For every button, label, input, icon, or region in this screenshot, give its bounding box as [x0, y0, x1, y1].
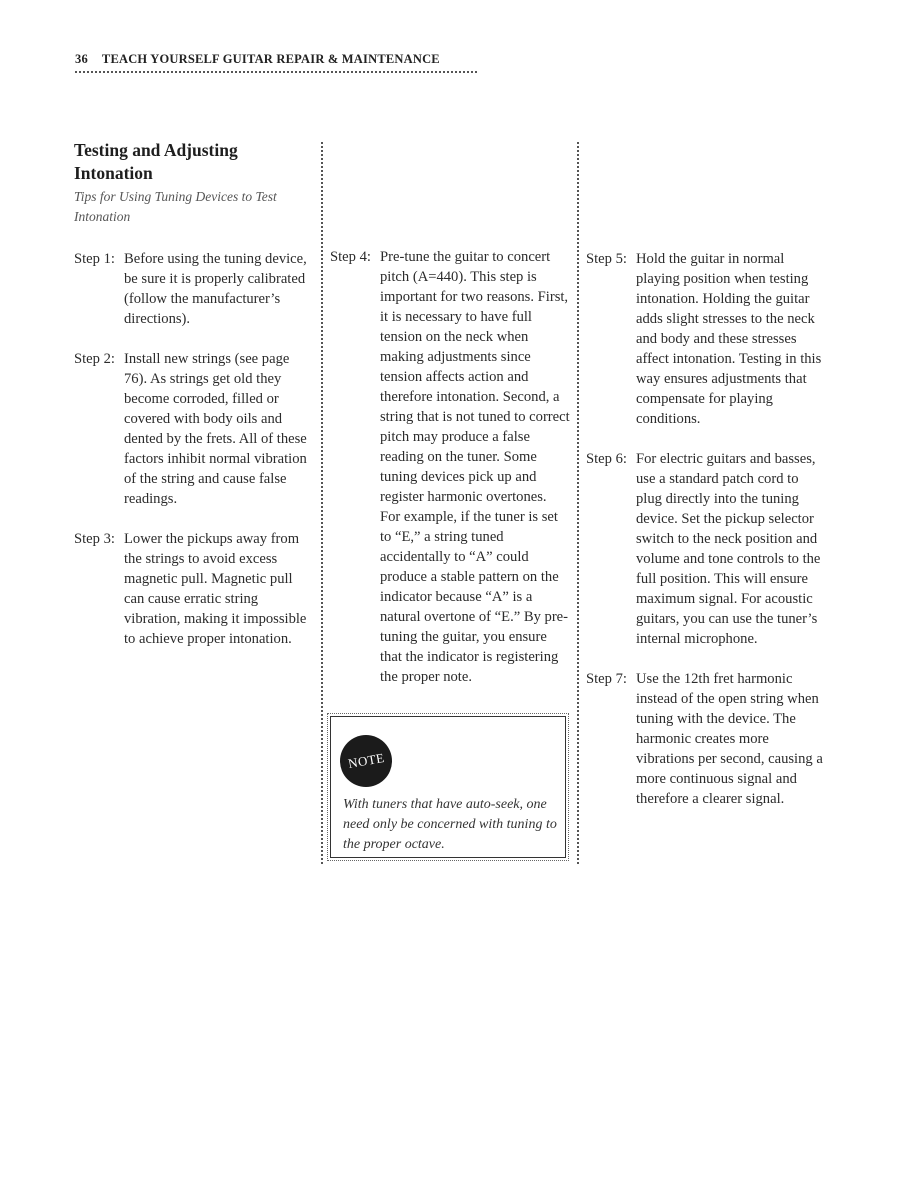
column-2 — [330, 247, 570, 707]
step-label: Step 5: — [586, 251, 627, 267]
header-divider — [75, 71, 477, 73]
step-label: Step 1: — [74, 251, 115, 267]
step-text: Hold the guitar in normal playing position when testing intonation. Holding the guitar adds slight stresses to the neck and body and these stresses affect intonation. Testing in this way ensures adjustments that compensate for playing conditions. — [636, 251, 822, 427]
step-4 — [330, 247, 570, 687]
step-text: Before using the tuning device, be sure it is properly calibrated (follow the manufacturer’s directions). — [124, 251, 307, 327]
column-1 — [74, 139, 314, 669]
step-label: Step 2: — [74, 351, 115, 367]
step-1 — [74, 249, 314, 329]
column-divider-1 — [321, 142, 323, 864]
step-label: Step 6: — [586, 451, 627, 467]
step-text: Install new strings (see page 76). As strings get old they become corroded, filled or covered with body oils and dented by the frets. All of these factors inhibit normal vibration of the string and cause false readings. — [124, 351, 307, 507]
step-label: Step 4: — [330, 249, 371, 265]
note-text: With tuners that have auto-seek, one need only be concerned with tuning to the proper octave. — [343, 797, 557, 852]
step-text: Pre-tune the guitar to concert pitch (A=440). This step is important for two reasons. First, it is necessary to have full tension on the neck when making adjustments since tension affects action and therefore intonation. Second, a string that is not tuned to correct pitch may produce a false reading on the tuner. Some tuning devices pick up and register harmonic overtones. For example, if the tuner is set to “E,” a string tuned accidentally to “A” could produce a stable pattern on the indicator because “A” is a natural overtone of “E.” By pre-tuning the guitar, you ensure that the indicator is registering the proper note. — [380, 249, 570, 685]
step-text: For electric guitars and basses, use a standard patch cord to plug directly into the tuning device. Set the pickup selector switch to the neck position and volume and tone controls to the full position. This will ensure maximum signal. For acoustic guitars, you can use the tuner’s internal microphone. — [636, 451, 821, 647]
column-divider-2 — [577, 142, 579, 864]
column-3 — [586, 249, 826, 829]
section-subtitle: Tips for Using Tuning Devices to Test Intonation — [74, 189, 277, 224]
step-2 — [74, 349, 314, 509]
note-badge — [340, 735, 392, 787]
step-text: Lower the pickups away from the strings to avoid excess magnetic pull. Magnetic pull can cause erratic string vibration, making it impossible to achieve proper intonation. — [124, 531, 307, 647]
book-title: TEACH YOURSELF GUITAR REPAIR & MAINTENANCE — [101, 52, 440, 66]
running-head — [75, 52, 475, 67]
step-3 — [74, 529, 314, 649]
step-label: Step 7: — [586, 671, 627, 687]
section-title: Testing and Adjusting Intonation — [74, 140, 238, 183]
note-box — [330, 716, 566, 858]
step-label: Step 3: — [74, 531, 115, 547]
step-text: Use the 12th fret harmonic instead of the open string when tuning with the device. The harmonic creates more vibrations per second, causing a more continuous signal and therefore a clearer signal. — [636, 671, 823, 807]
note-badge-label: NOTE — [346, 749, 386, 772]
step-6 — [586, 449, 826, 649]
page-number: 36 — [75, 52, 88, 66]
step-5 — [586, 249, 826, 429]
step-7 — [586, 669, 826, 809]
